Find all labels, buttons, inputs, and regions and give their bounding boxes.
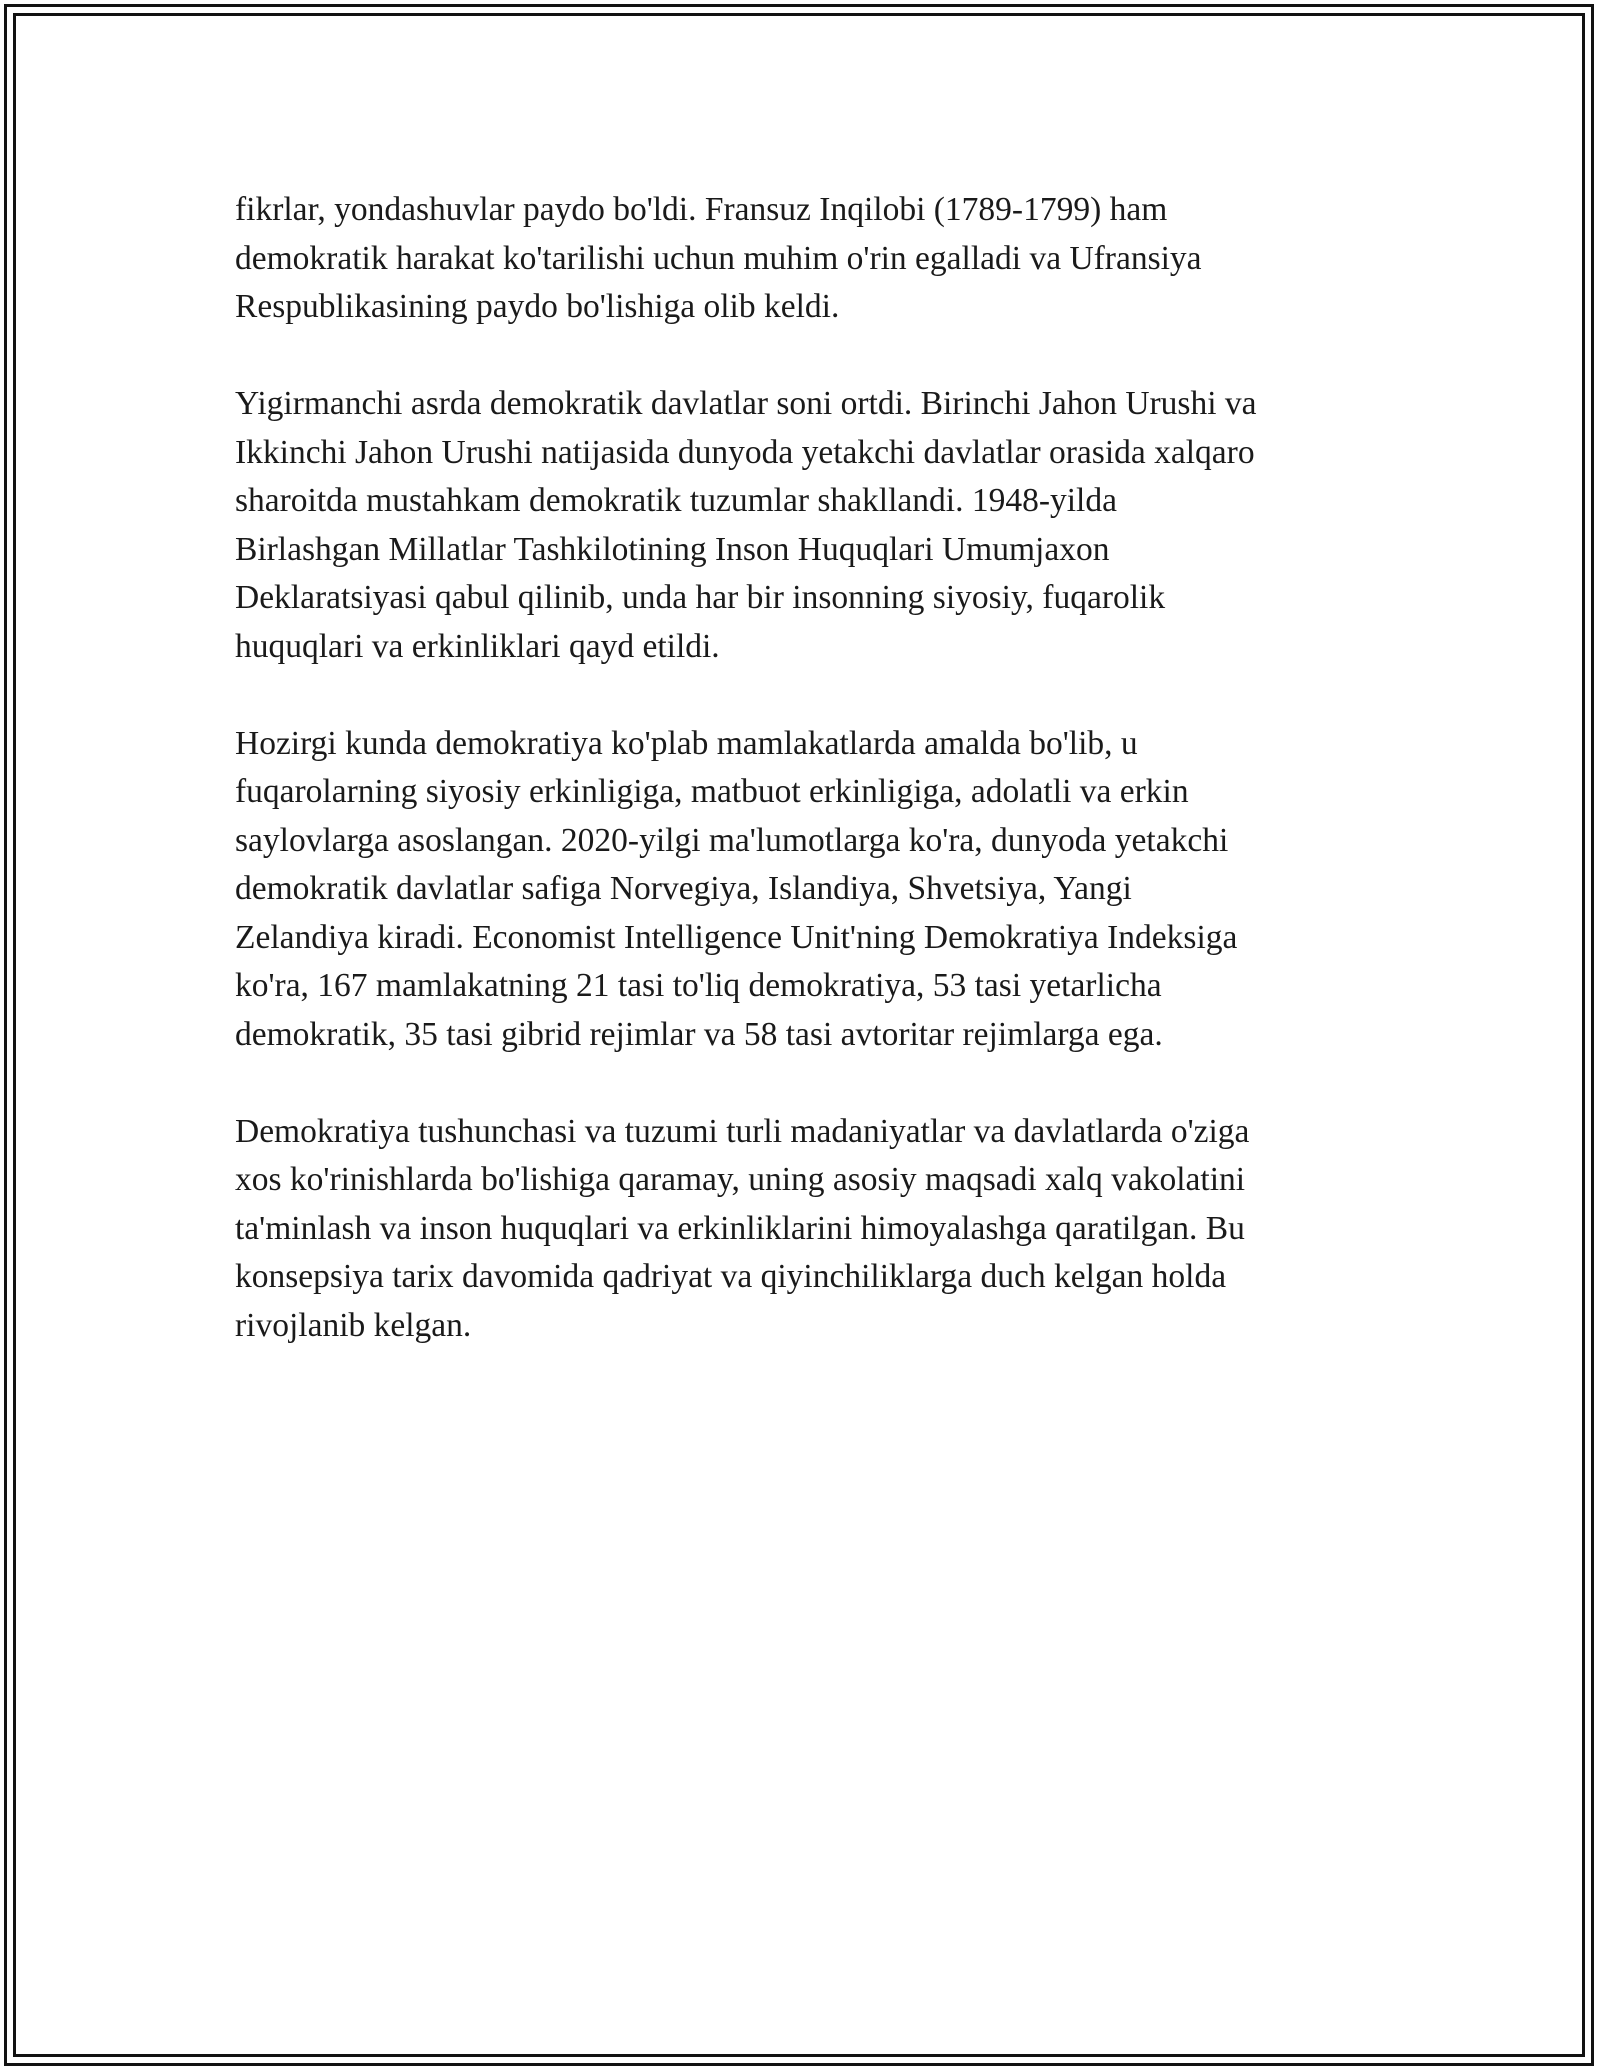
paragraph-3: Hozirgi kunda demokratiya ko'plab mamlakatlarda amalda bo'lib, u fuqarolarning siyosiy erkinligiga, matbuot erkinligiga, adolatli va erkin saylovlarga asoslangan. 2020-yilgi ma'lumotlarga ko'ra, dunyoda yetakchi demokratik davlatlar safiga Norvegiya, Islandiya, Shvetsiya, Yangi Zelandiya kiradi. Economist Intelligence Unit'ning Demokratiya Indeksiga ko'ra, 167 mamlakatning 21 tasi to'liq demokratiya, 53 tasi yetarlicha demokratik, 35 tasi gibrid rejimlar va 58 tasi avtoritar rejimlarga ega. (235, 724, 1238, 1053)
paragraph-4: Demokratiya tushunchasi va tuzumi turli madaniyatlar va davlatlarda o'ziga xos ko'rinishlarda bo'lishiga qaramay, uning asosiy maqsadi xalq vakolatini ta'minlash va inson huquqlari va erkinliklarini himoyalashga qaratilgan. Bu konsepsiya tarix davomida qadriyat va qiyinchiliklarga duch kelgan holda rivojlanib kelgan. (235, 1112, 1250, 1344)
document-body (235, 186, 1365, 1399)
paragraph-2: Yigirmanchi asrda demokratik davlatlar soni ortdi. Birinchi Jahon Urushi va Ikkinchi Jahon Urushi natijasida dunyoda yetakchi davlatlar orasida xalqaro sharoitda mustahkam demokratik tuzumlar shakllandi. 1948-yilda Birlashgan Millatlar Tashkilotining Inson Huquqlari Umumjaxon Deklaratsiyasi qabul qilinib, unda har bir insonning siyosiy, fuqarolik huquqlari va erkinliklari qayd etildi. (235, 385, 1257, 665)
paragraph-1: fikrlar, yondashuvlar paydo bo'ldi. Fransuz Inqilobi (1789-1799) ham demokratik harakat ko'tarilishi uchun muhim o'rin egalladi va Ufransiya Respublikasining paydo bo'lishiga olib keldi. (235, 191, 1202, 325)
